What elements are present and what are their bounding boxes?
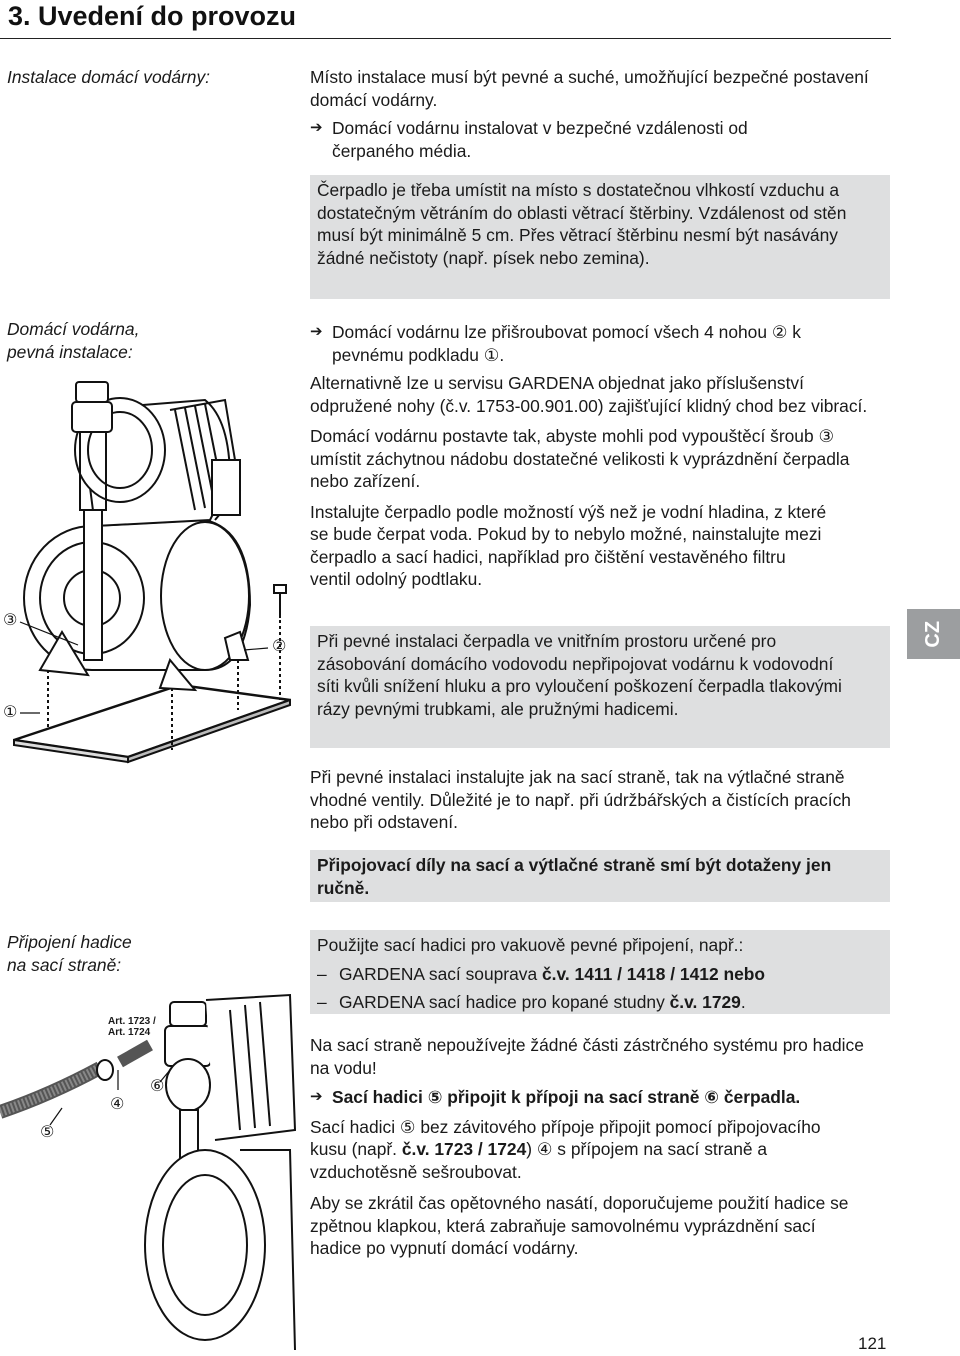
paragraph: Sací hadici ⑤ bez závitového přípoje připojit pomocí připojovacího kusu (např. č.v. 1723 / 1724) ④ s přípojem na sací straně a vzduchotěsně sešroubovat. [310,1116,821,1182]
paragraph: Na sací straně nepoužívejte žádné části zástrčného systému pro hadice na vodu! [310,1035,864,1078]
figure-hose-connection [0,990,300,1350]
instruction-text: pevnému podkladu ①. [332,344,505,365]
paragraph: Alternativně lze u servisu GARDENA objednat jako příslušenství odpružené nohy (č.v. 1753-00.901.00) zajišťující klidný chod bez vibrací. [310,373,868,416]
figure-label-4: ④ [110,1096,125,1113]
page-heading: 3. Uvedení do provozu [8,1,297,31]
arrow-icon: ➔ [310,323,323,340]
heading-rule [0,38,891,39]
instruction-text: Sací hadici ⑤ připojit k přípoji na sací straně ⑥ čerpadla. [332,1087,801,1107]
figure-label-5: ⑤ [40,1124,55,1141]
section-label-installation: Instalace domácí vodárny: [7,67,210,87]
note-text: Připojovací díly na sací a výtlačné straně smí být dotaženy jen ručně. [317,855,832,898]
section1-body [310,66,885,162]
note-box [310,626,890,748]
arrow-icon: ➔ [310,1088,323,1105]
figure-label-1: ① [3,704,18,721]
section-label-fixed-install: Domácí vodárna, pevná instalace: [7,319,140,362]
page-number: 121 [858,1334,887,1353]
section2-body [310,321,885,591]
list-item: – GARDENA sací hadice pro kopané studny č.v. 1729. [317,992,746,1012]
note-text: Použijte sací hadici pro vakuově pevné připojení, např.: [317,935,744,955]
figure-article-label: Art. 1723 / Art. 1724 [108,1016,156,1038]
paragraph: Aby se zkrátil čas opětovného nasátí, doporučujeme použití hadice se zpětnou klapkou, která zabraňuje samovolnému vyprázdnění sací hadice po vypnutí domácí vodárny. [310,1193,849,1258]
instruction-text: Domácí vodárnu instalovat v bezpečné vzdálenosti od [332,118,748,138]
figure-pump-fixed-install [0,370,300,770]
section3-body [310,1034,875,1260]
instruction-text: Domácí vodárnu lze přišroubovat pomocí všech 4 nohou ② k [332,322,801,342]
instruction-item [310,321,885,366]
instruction-text: čerpaného média. [332,140,472,161]
paragraph: Domácí vodárnu postavte tak, abyste mohli pod vypouštěcí šroub ③ umístit záchytnou nádobu dostatečné velikosti k vyprázdnění čerpadla nebo zařízení. [310,426,850,491]
section-label-hose: Připojení hadice na sací straně: [7,932,132,975]
note-box-bold [310,850,890,902]
instruction-item [310,1086,875,1109]
section2-after [310,766,870,834]
note-text: Čerpadlo je třeba umístit na místo s dostatečnou vlhkostí vzduchu a dostatečným větráním do oblasti větrací štěrbiny. Vzdálenost od stěn musí být minimálně 5 cm. Přes větrací štěrbinu nesmí být nasávány žádné nečistoty (např. písek nebo zemina). [317,180,847,268]
instruction-item [310,117,885,162]
hose-illustration [0,990,300,1350]
paragraph: Instalujte čerpadlo podle možností výš než je vodní hladina, z které se bude čerpat voda. Pokud by to nebylo možné, nainstalujte mezi čerpadlo a sací hadici, například pro čištění vestavěného filtru ventil odolný podtlaku. [310,501,827,589]
note-box [310,175,890,299]
paragraph: Při pevné instalaci instalujte jak na sací straně, tak na výtlačné straně vhodné ventily. Důležité je to např. při údržbářských a čistících pracích nebo při odstavení. [310,767,851,832]
arrow-icon: ➔ [310,119,323,136]
figure-label-6: ⑥ [150,1078,165,1095]
figure-label-2: ② [272,638,287,655]
note-box [310,930,890,1014]
list-item: – GARDENA sací souprava č.v. 1411 / 1418 / 1412 nebo [317,963,765,984]
note-text: Při pevné instalaci čerpadla ve vnitřním prostoru určené pro zásobování domácího vodovodu nepřipojovat vodárnu k vodovodní síti kvůli snížení hluku a pro vyloučení poškození čerpadla tlakovými rázy pevnými trubkami, ale pružnými hadicemi. [317,631,842,719]
paragraph: Místo instalace musí být pevné a suché, umožňující bezpečné postavení domácí vodárny. [310,67,869,110]
pump-illustration [0,370,300,770]
language-tab: CZ [907,609,960,659]
figure-label-3: ③ [3,612,18,629]
